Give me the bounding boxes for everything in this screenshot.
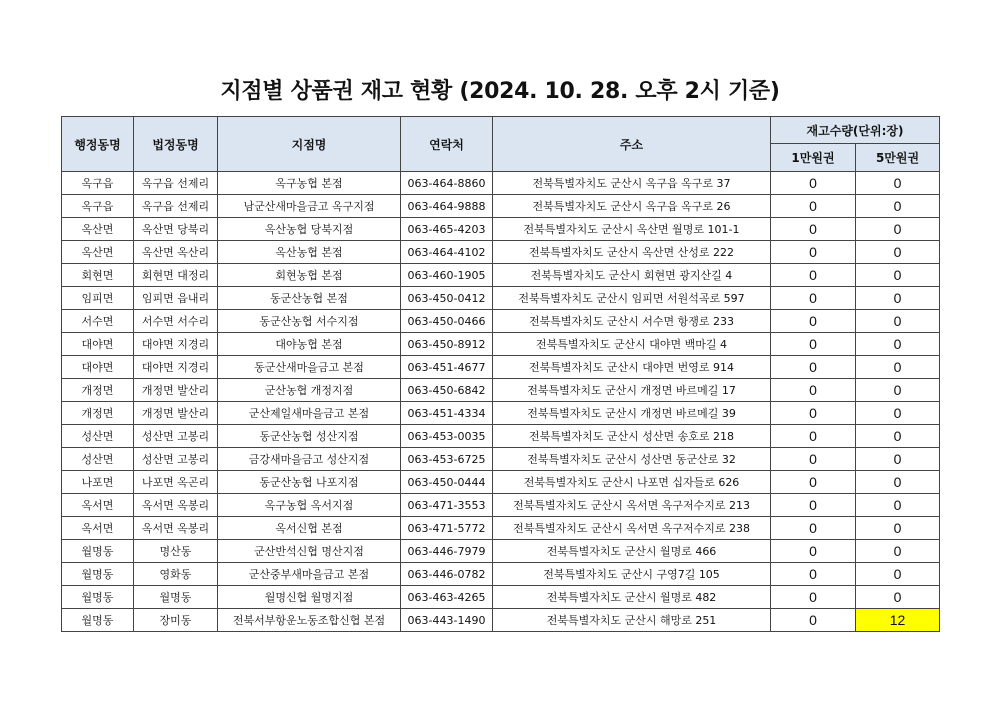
legal-dong-cell: 명산동	[134, 540, 218, 563]
table-row	[62, 241, 940, 264]
legal-dong-cell: 옥산면 옥산리	[134, 241, 218, 264]
branch-cell: 옥산농협 당북지점	[218, 218, 401, 241]
stock-10k-cell: 0	[771, 218, 856, 241]
legal-dong-cell: 옥구읍 선제리	[134, 172, 218, 195]
branch-cell: 옥서신협 본점	[218, 517, 401, 540]
address-cell: 전북특별자치도 군산시 대야면 백마길 4	[493, 333, 771, 356]
phone-cell: 063-451-4677	[401, 356, 493, 379]
admin-dong-cell: 대야면	[62, 333, 134, 356]
legal-dong-cell: 회현면 대정리	[134, 264, 218, 287]
stock-50k-cell: 0	[856, 586, 940, 609]
table-row	[62, 333, 940, 356]
col-header-address: 주소	[493, 117, 771, 172]
col-header-legal-dong: 법정동명	[134, 117, 218, 172]
stock-10k-cell: 0	[771, 195, 856, 218]
branch-cell: 동군산농협 나포지점	[218, 471, 401, 494]
phone-cell: 063-471-5772	[401, 517, 493, 540]
stock-50k-cell: 0	[856, 310, 940, 333]
legal-dong-cell: 대야면 지경리	[134, 333, 218, 356]
stock-50k-cell: 0	[856, 195, 940, 218]
phone-cell: 063-450-6842	[401, 379, 493, 402]
stock-10k-cell: 0	[771, 517, 856, 540]
table-row	[62, 356, 940, 379]
stock-10k-cell: 0	[771, 333, 856, 356]
phone-cell: 063-453-6725	[401, 448, 493, 471]
table-row	[62, 310, 940, 333]
stock-50k-cell: 0	[856, 241, 940, 264]
address-cell: 전북특별자치도 군산시 회현면 광지산길 4	[493, 264, 771, 287]
address-cell: 전북특별자치도 군산시 해망로 251	[493, 609, 771, 632]
col-header-stock-group: 재고수량(단위:장)	[771, 117, 940, 144]
admin-dong-cell: 옥구읍	[62, 172, 134, 195]
address-cell: 전북특별자치도 군산시 옥구읍 옥구로 26	[493, 195, 771, 218]
table-row	[62, 540, 940, 563]
phone-cell: 063-451-4334	[401, 402, 493, 425]
phone-cell: 063-465-4203	[401, 218, 493, 241]
address-cell: 전북특별자치도 군산시 서수면 항쟁로 233	[493, 310, 771, 333]
legal-dong-cell: 옥서면 옥봉리	[134, 517, 218, 540]
stock-50k-cell: 0	[856, 356, 940, 379]
stock-50k-cell: 0	[856, 563, 940, 586]
stock-50k-cell: 0	[856, 402, 940, 425]
phone-cell: 063-446-7979	[401, 540, 493, 563]
branch-cell: 전북서부항운노동조합신협 본점	[218, 609, 401, 632]
stock-10k-cell: 0	[771, 609, 856, 632]
address-cell: 전북특별자치도 군산시 구영7길 105	[493, 563, 771, 586]
stock-50k-cell: 0	[856, 471, 940, 494]
branch-cell: 군산제일새마을금고 본점	[218, 402, 401, 425]
stock-50k-cell: 0	[856, 172, 940, 195]
table-row	[62, 494, 940, 517]
phone-cell: 063-450-0444	[401, 471, 493, 494]
stock-10k-cell: 0	[771, 563, 856, 586]
stock-10k-cell: 0	[771, 379, 856, 402]
phone-cell: 063-446-0782	[401, 563, 493, 586]
header-row	[62, 117, 940, 144]
branch-cell: 월명신협 월명지점	[218, 586, 401, 609]
admin-dong-cell: 옥구읍	[62, 195, 134, 218]
legal-dong-cell: 개정면 발산리	[134, 402, 218, 425]
col-header-phone: 연락처	[401, 117, 493, 172]
phone-cell: 063-471-3553	[401, 494, 493, 517]
stock-10k-cell: 0	[771, 264, 856, 287]
legal-dong-cell: 성산면 고봉리	[134, 448, 218, 471]
admin-dong-cell: 월명동	[62, 609, 134, 632]
admin-dong-cell: 회현면	[62, 264, 134, 287]
table-row	[62, 172, 940, 195]
stock-50k-cell: 0	[856, 425, 940, 448]
admin-dong-cell: 옥서면	[62, 494, 134, 517]
legal-dong-cell: 옥산면 당북리	[134, 218, 218, 241]
admin-dong-cell: 임피면	[62, 287, 134, 310]
branch-cell: 동군산농협 본점	[218, 287, 401, 310]
stock-50k-cell: 0	[856, 448, 940, 471]
address-cell: 전북특별자치도 군산시 임피면 서원석곡로 597	[493, 287, 771, 310]
admin-dong-cell: 개정면	[62, 379, 134, 402]
legal-dong-cell: 월명동	[134, 586, 218, 609]
address-cell: 전북특별자치도 군산시 월명로 466	[493, 540, 771, 563]
table-row	[62, 448, 940, 471]
admin-dong-cell: 개정면	[62, 402, 134, 425]
address-cell: 전북특별자치도 군산시 옥서면 옥구저수지로 213	[493, 494, 771, 517]
table-row	[62, 425, 940, 448]
branch-cell: 동군산새마을금고 본점	[218, 356, 401, 379]
admin-dong-cell: 성산면	[62, 448, 134, 471]
phone-cell: 063-463-4265	[401, 586, 493, 609]
table-row	[62, 195, 940, 218]
branch-cell: 옥구농협 본점	[218, 172, 401, 195]
address-cell: 전북특별자치도 군산시 개정면 바르메길 39	[493, 402, 771, 425]
address-cell: 전북특별자치도 군산시 옥구읍 옥구로 37	[493, 172, 771, 195]
stock-50k-cell: 0	[856, 540, 940, 563]
col-header-branch: 지점명	[218, 117, 401, 172]
col-header-stock-50k: 5만원권	[856, 144, 940, 172]
branch-cell: 대야농협 본점	[218, 333, 401, 356]
table-row	[62, 218, 940, 241]
table-body	[62, 172, 940, 632]
address-cell: 전북특별자치도 군산시 옥서면 옥구저수지로 238	[493, 517, 771, 540]
branch-cell: 옥구농협 옥서지점	[218, 494, 401, 517]
legal-dong-cell: 옥구읍 선제리	[134, 195, 218, 218]
address-cell: 전북특별자치도 군산시 성산면 송호로 218	[493, 425, 771, 448]
phone-cell: 063-464-9888	[401, 195, 493, 218]
legal-dong-cell: 개정면 발산리	[134, 379, 218, 402]
stock-50k-cell: 0	[856, 264, 940, 287]
stock-50k-cell: 0	[856, 379, 940, 402]
address-cell: 전북특별자치도 군산시 성산면 동군산로 32	[493, 448, 771, 471]
phone-cell: 063-464-8860	[401, 172, 493, 195]
stock-50k-cell: 0	[856, 494, 940, 517]
admin-dong-cell: 대야면	[62, 356, 134, 379]
page-title: 지점별 상품권 재고 현황 (2024. 10. 28. 오후 2시 기준)	[220, 79, 780, 104]
admin-dong-cell: 월명동	[62, 540, 134, 563]
legal-dong-cell: 대야면 지경리	[134, 356, 218, 379]
table-row	[62, 609, 940, 632]
address-cell: 전북특별자치도 군산시 대야면 번영로 914	[493, 356, 771, 379]
table-row	[62, 471, 940, 494]
admin-dong-cell: 나포면	[62, 471, 134, 494]
inventory-table	[61, 116, 940, 632]
branch-cell: 군산반석신협 명산지점	[218, 540, 401, 563]
table-row	[62, 264, 940, 287]
admin-dong-cell: 월명동	[62, 586, 134, 609]
branch-cell: 금강새마을금고 성산지점	[218, 448, 401, 471]
col-header-admin-dong: 행정동명	[62, 117, 134, 172]
legal-dong-cell: 옥서면 옥봉리	[134, 494, 218, 517]
legal-dong-cell: 장미동	[134, 609, 218, 632]
admin-dong-cell: 성산면	[62, 425, 134, 448]
legal-dong-cell: 영화동	[134, 563, 218, 586]
phone-cell: 063-450-8912	[401, 333, 493, 356]
address-cell: 전북특별자치도 군산시 나포면 십자들로 626	[493, 471, 771, 494]
phone-cell: 063-450-0412	[401, 287, 493, 310]
stock-50k-cell: 12	[856, 609, 940, 632]
admin-dong-cell: 서수면	[62, 310, 134, 333]
stock-10k-cell: 0	[771, 448, 856, 471]
table-row	[62, 563, 940, 586]
admin-dong-cell: 옥산면	[62, 218, 134, 241]
phone-cell: 063-443-1490	[401, 609, 493, 632]
stock-10k-cell: 0	[771, 494, 856, 517]
admin-dong-cell: 옥산면	[62, 241, 134, 264]
legal-dong-cell: 임피면 읍내리	[134, 287, 218, 310]
phone-cell: 063-464-4102	[401, 241, 493, 264]
branch-cell: 옥산농협 본점	[218, 241, 401, 264]
branch-cell: 동군산농협 서수지점	[218, 310, 401, 333]
branch-cell: 동군산농협 성산지점	[218, 425, 401, 448]
stock-10k-cell: 0	[771, 287, 856, 310]
phone-cell: 063-453-0035	[401, 425, 493, 448]
stock-50k-cell: 0	[856, 218, 940, 241]
address-cell: 전북특별자치도 군산시 개정면 바르메길 17	[493, 379, 771, 402]
stock-10k-cell: 0	[771, 471, 856, 494]
phone-cell: 063-460-1905	[401, 264, 493, 287]
stock-10k-cell: 0	[771, 356, 856, 379]
address-cell: 전북특별자치도 군산시 옥산면 산성로 222	[493, 241, 771, 264]
stock-10k-cell: 0	[771, 402, 856, 425]
stock-10k-cell: 0	[771, 540, 856, 563]
legal-dong-cell: 나포면 옥곤리	[134, 471, 218, 494]
legal-dong-cell: 서수면 서수리	[134, 310, 218, 333]
branch-cell: 군산중부새마을금고 본점	[218, 563, 401, 586]
stock-10k-cell: 0	[771, 586, 856, 609]
table-row	[62, 517, 940, 540]
admin-dong-cell: 옥서면	[62, 517, 134, 540]
stock-10k-cell: 0	[771, 310, 856, 333]
table-row	[62, 586, 940, 609]
table-row	[62, 402, 940, 425]
stock-10k-cell: 0	[771, 241, 856, 264]
table-row	[62, 379, 940, 402]
stock-50k-cell: 0	[856, 517, 940, 540]
admin-dong-cell: 월명동	[62, 563, 134, 586]
branch-cell: 회현농협 본점	[218, 264, 401, 287]
address-cell: 전북특별자치도 군산시 옥산면 월명로 101-1	[493, 218, 771, 241]
table-row	[62, 287, 940, 310]
stock-50k-cell: 0	[856, 333, 940, 356]
stock-50k-cell: 0	[856, 287, 940, 310]
col-header-stock-10k: 1만원권	[771, 144, 856, 172]
address-cell: 전북특별자치도 군산시 월명로 482	[493, 586, 771, 609]
branch-cell: 군산농협 개정지점	[218, 379, 401, 402]
phone-cell: 063-450-0466	[401, 310, 493, 333]
stock-10k-cell: 0	[771, 425, 856, 448]
branch-cell: 남군산새마을금고 옥구지점	[218, 195, 401, 218]
stock-10k-cell: 0	[771, 172, 856, 195]
legal-dong-cell: 성산면 고봉리	[134, 425, 218, 448]
